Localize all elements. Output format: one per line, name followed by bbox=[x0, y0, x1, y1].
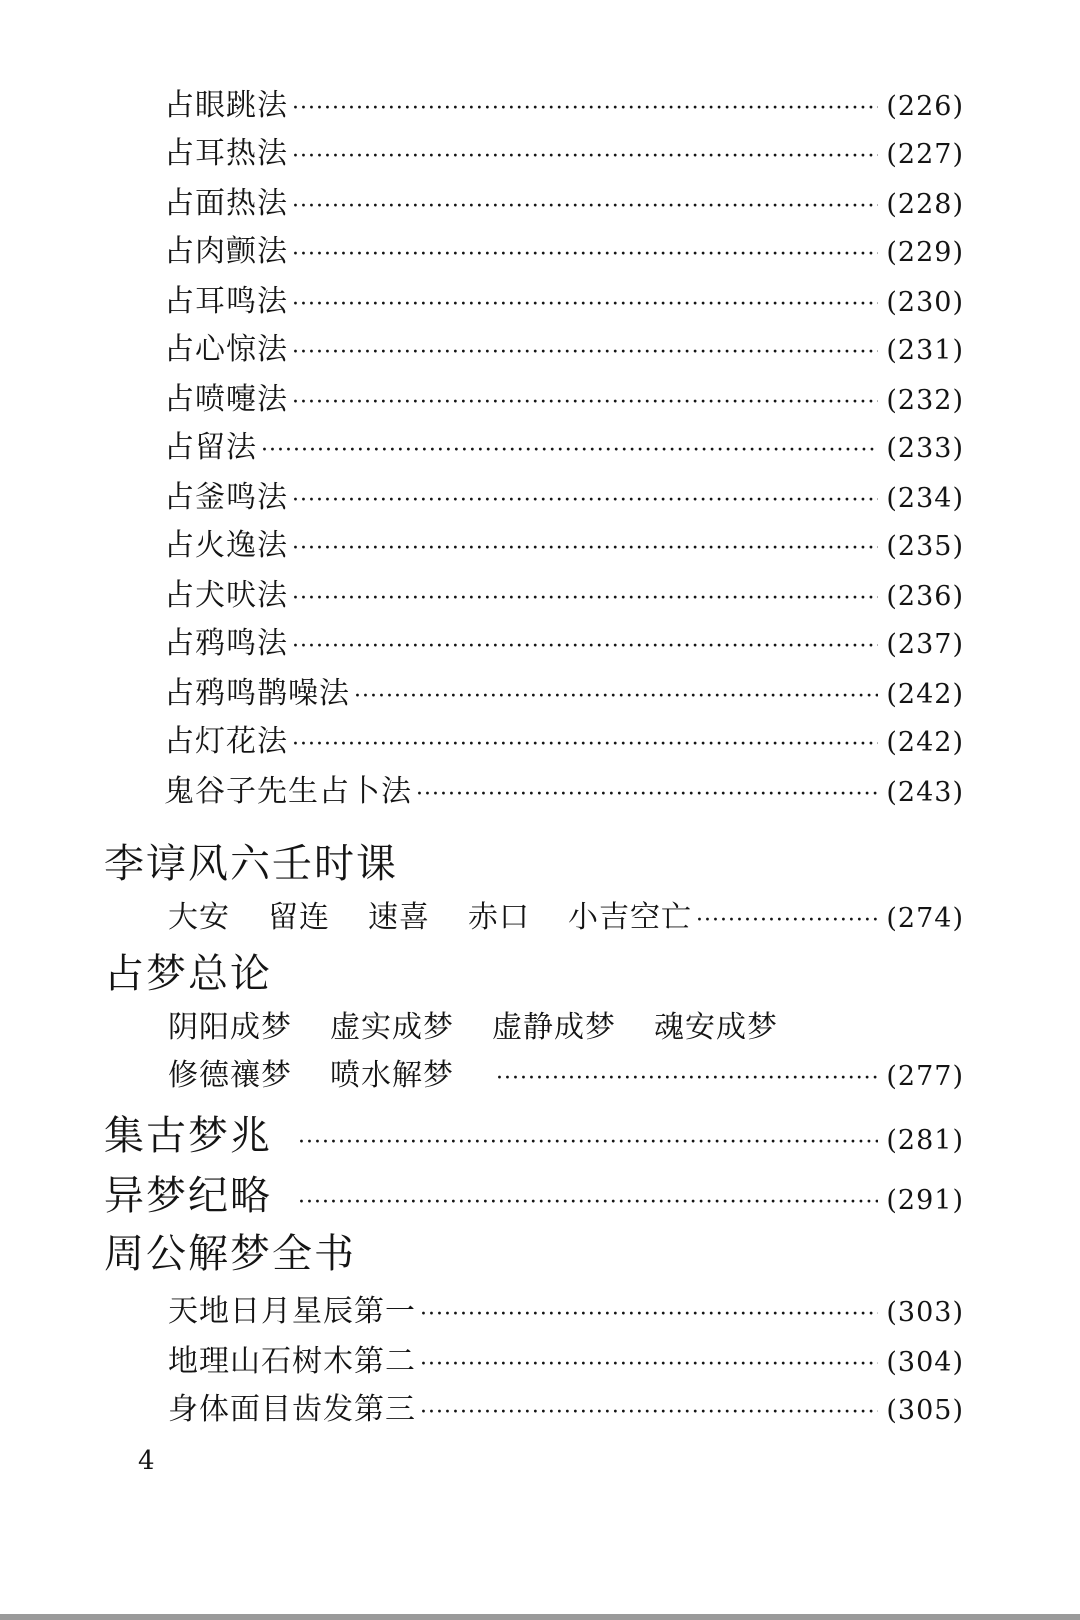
dot-leader bbox=[292, 725, 878, 765]
toc-entry-page: (237) bbox=[886, 629, 964, 660]
dot-leader bbox=[261, 431, 878, 471]
toc-entry-title: 占鸦鸣法 bbox=[164, 626, 288, 661]
section-heading-title: 周公解梦全书 bbox=[104, 1231, 356, 1277]
toc-entry[interactable] bbox=[164, 772, 964, 815]
toc-entry-title: 占灯花法 bbox=[164, 724, 288, 759]
toc-item: 喷水解梦 bbox=[330, 1058, 454, 1093]
toc-entry-title: 占鸦鸣鹊噪法 bbox=[164, 676, 350, 711]
toc-entry-title: 占心惊法 bbox=[164, 332, 288, 367]
toc-entry-page: (227) bbox=[886, 139, 964, 170]
toc-entry[interactable] bbox=[164, 526, 964, 569]
toc-entry-title: 占留法 bbox=[164, 430, 257, 465]
toc-item: 修德禳梦 bbox=[168, 1058, 292, 1093]
toc-entry-title: 占肉颤法 bbox=[164, 234, 288, 269]
toc-entry[interactable] bbox=[168, 1292, 964, 1335]
toc-entry[interactable] bbox=[164, 86, 964, 129]
dot-leader bbox=[496, 1059, 878, 1099]
toc-entry-title: 鬼谷子先生占卜法 bbox=[164, 774, 412, 809]
section-heading-title: 李谆风六壬时课 bbox=[104, 841, 398, 887]
dot-leader bbox=[696, 901, 878, 941]
toc-item: 魂安成梦 bbox=[654, 1010, 778, 1045]
section-heading-title: 异梦纪略 bbox=[104, 1173, 272, 1219]
dot-leader bbox=[292, 627, 878, 667]
toc-item: 大安 bbox=[168, 900, 230, 935]
toc-item: 赤口 bbox=[468, 900, 530, 935]
toc-entry-page: (230) bbox=[886, 287, 964, 318]
toc-item: 速喜 bbox=[368, 900, 430, 935]
toc-entry-page: (236) bbox=[886, 581, 964, 612]
toc-entry-page: (232) bbox=[886, 385, 964, 416]
toc-entry[interactable] bbox=[164, 232, 964, 275]
section-heading-zhougong[interactable] bbox=[104, 1228, 964, 1280]
toc-entry-page: (234) bbox=[886, 483, 964, 514]
toc-entry[interactable] bbox=[164, 330, 964, 373]
toc-entry-liuren-items[interactable] bbox=[168, 898, 964, 941]
toc-entry-title: 地理山石树木第二 bbox=[168, 1344, 416, 1379]
toc-entry-dream-general-line2[interactable] bbox=[168, 1056, 964, 1099]
toc-entry[interactable] bbox=[168, 1342, 964, 1385]
toc-entry-page: (281) bbox=[886, 1125, 964, 1156]
dot-leader bbox=[292, 529, 878, 569]
toc-entry-title: 身体面目齿发第三 bbox=[168, 1392, 416, 1427]
dot-leader bbox=[292, 383, 878, 423]
toc-entry[interactable] bbox=[164, 428, 964, 471]
toc-entry-page: (242) bbox=[886, 679, 964, 710]
toc-entry-title: 占火逸法 bbox=[164, 528, 288, 563]
dot-leader bbox=[292, 89, 878, 129]
toc-entry-title: 占面热法 bbox=[164, 186, 288, 221]
toc-entry[interactable] bbox=[164, 184, 964, 227]
toc-entry[interactable] bbox=[164, 134, 964, 177]
section-heading-title: 占梦总论 bbox=[104, 951, 272, 997]
toc-entry-page: (303) bbox=[886, 1297, 964, 1328]
dot-leader bbox=[292, 187, 878, 227]
toc-entry[interactable] bbox=[164, 674, 964, 717]
toc-entry-title: 占釜鸣法 bbox=[164, 480, 288, 515]
dot-leader bbox=[292, 481, 878, 521]
dot-leader bbox=[416, 775, 878, 815]
toc-entry-page: (274) bbox=[886, 903, 964, 934]
section-heading-liuren[interactable] bbox=[104, 838, 964, 890]
page-number: 4 bbox=[138, 1446, 155, 1476]
section-heading-yimeng[interactable] bbox=[104, 1170, 964, 1229]
toc-entry-title: 占眼跳法 bbox=[164, 88, 288, 123]
dot-leader bbox=[292, 137, 878, 177]
dot-leader bbox=[292, 285, 878, 325]
toc-entry-page: (242) bbox=[886, 727, 964, 758]
toc-item: 小吉空亡 bbox=[568, 900, 692, 935]
toc-item: 留连 bbox=[268, 900, 330, 935]
toc-entry-title: 占耳鸣法 bbox=[164, 284, 288, 319]
dot-leader bbox=[420, 1393, 878, 1433]
toc-entry[interactable] bbox=[164, 380, 964, 423]
dot-leader bbox=[420, 1345, 878, 1385]
toc-item: 阴阳成梦 bbox=[168, 1010, 292, 1045]
toc-entry-title: 天地日月星辰第一 bbox=[168, 1294, 416, 1329]
toc-entry[interactable] bbox=[164, 576, 964, 619]
section-heading-jigu[interactable] bbox=[104, 1110, 964, 1169]
toc-entry[interactable] bbox=[164, 624, 964, 667]
toc-entry[interactable] bbox=[164, 722, 964, 765]
toc-entry[interactable] bbox=[164, 478, 964, 521]
toc-entry-page: (304) bbox=[886, 1347, 964, 1378]
toc-entry-title: 占犬吠法 bbox=[164, 578, 288, 613]
toc-entry-page: (277) bbox=[886, 1061, 964, 1092]
toc-entry-page: (231) bbox=[886, 335, 964, 366]
toc-entry-page: (305) bbox=[886, 1395, 964, 1426]
bottom-edge-bar bbox=[0, 1614, 1080, 1620]
toc-item: 虚静成梦 bbox=[492, 1010, 616, 1045]
toc-entry-title: 占喷嚏法 bbox=[164, 382, 288, 417]
dot-leader bbox=[292, 579, 878, 619]
dot-leader bbox=[298, 1117, 878, 1169]
toc-entry[interactable] bbox=[164, 282, 964, 325]
toc-entry-page: (291) bbox=[886, 1185, 964, 1216]
toc-entry-dream-general-line1[interactable] bbox=[168, 1008, 964, 1048]
section-heading-title: 集古梦兆 bbox=[104, 1113, 272, 1159]
section-heading-dream-general[interactable] bbox=[104, 948, 964, 1000]
toc-entry-page: (226) bbox=[886, 91, 964, 122]
toc-entry-page: (235) bbox=[886, 531, 964, 562]
dot-leader bbox=[292, 333, 878, 373]
toc-entry[interactable] bbox=[168, 1390, 964, 1433]
toc-entry-page: (233) bbox=[886, 433, 964, 464]
toc-entry-page: (243) bbox=[886, 777, 964, 808]
toc-entry-page: (228) bbox=[886, 189, 964, 220]
dot-leader bbox=[298, 1177, 878, 1229]
toc-entry-title: 占耳热法 bbox=[164, 136, 288, 171]
toc-item: 虚实成梦 bbox=[330, 1010, 454, 1045]
dot-leader bbox=[420, 1295, 878, 1335]
dot-leader bbox=[292, 235, 878, 275]
toc-entry-page: (229) bbox=[886, 237, 964, 268]
dot-leader bbox=[354, 677, 878, 717]
